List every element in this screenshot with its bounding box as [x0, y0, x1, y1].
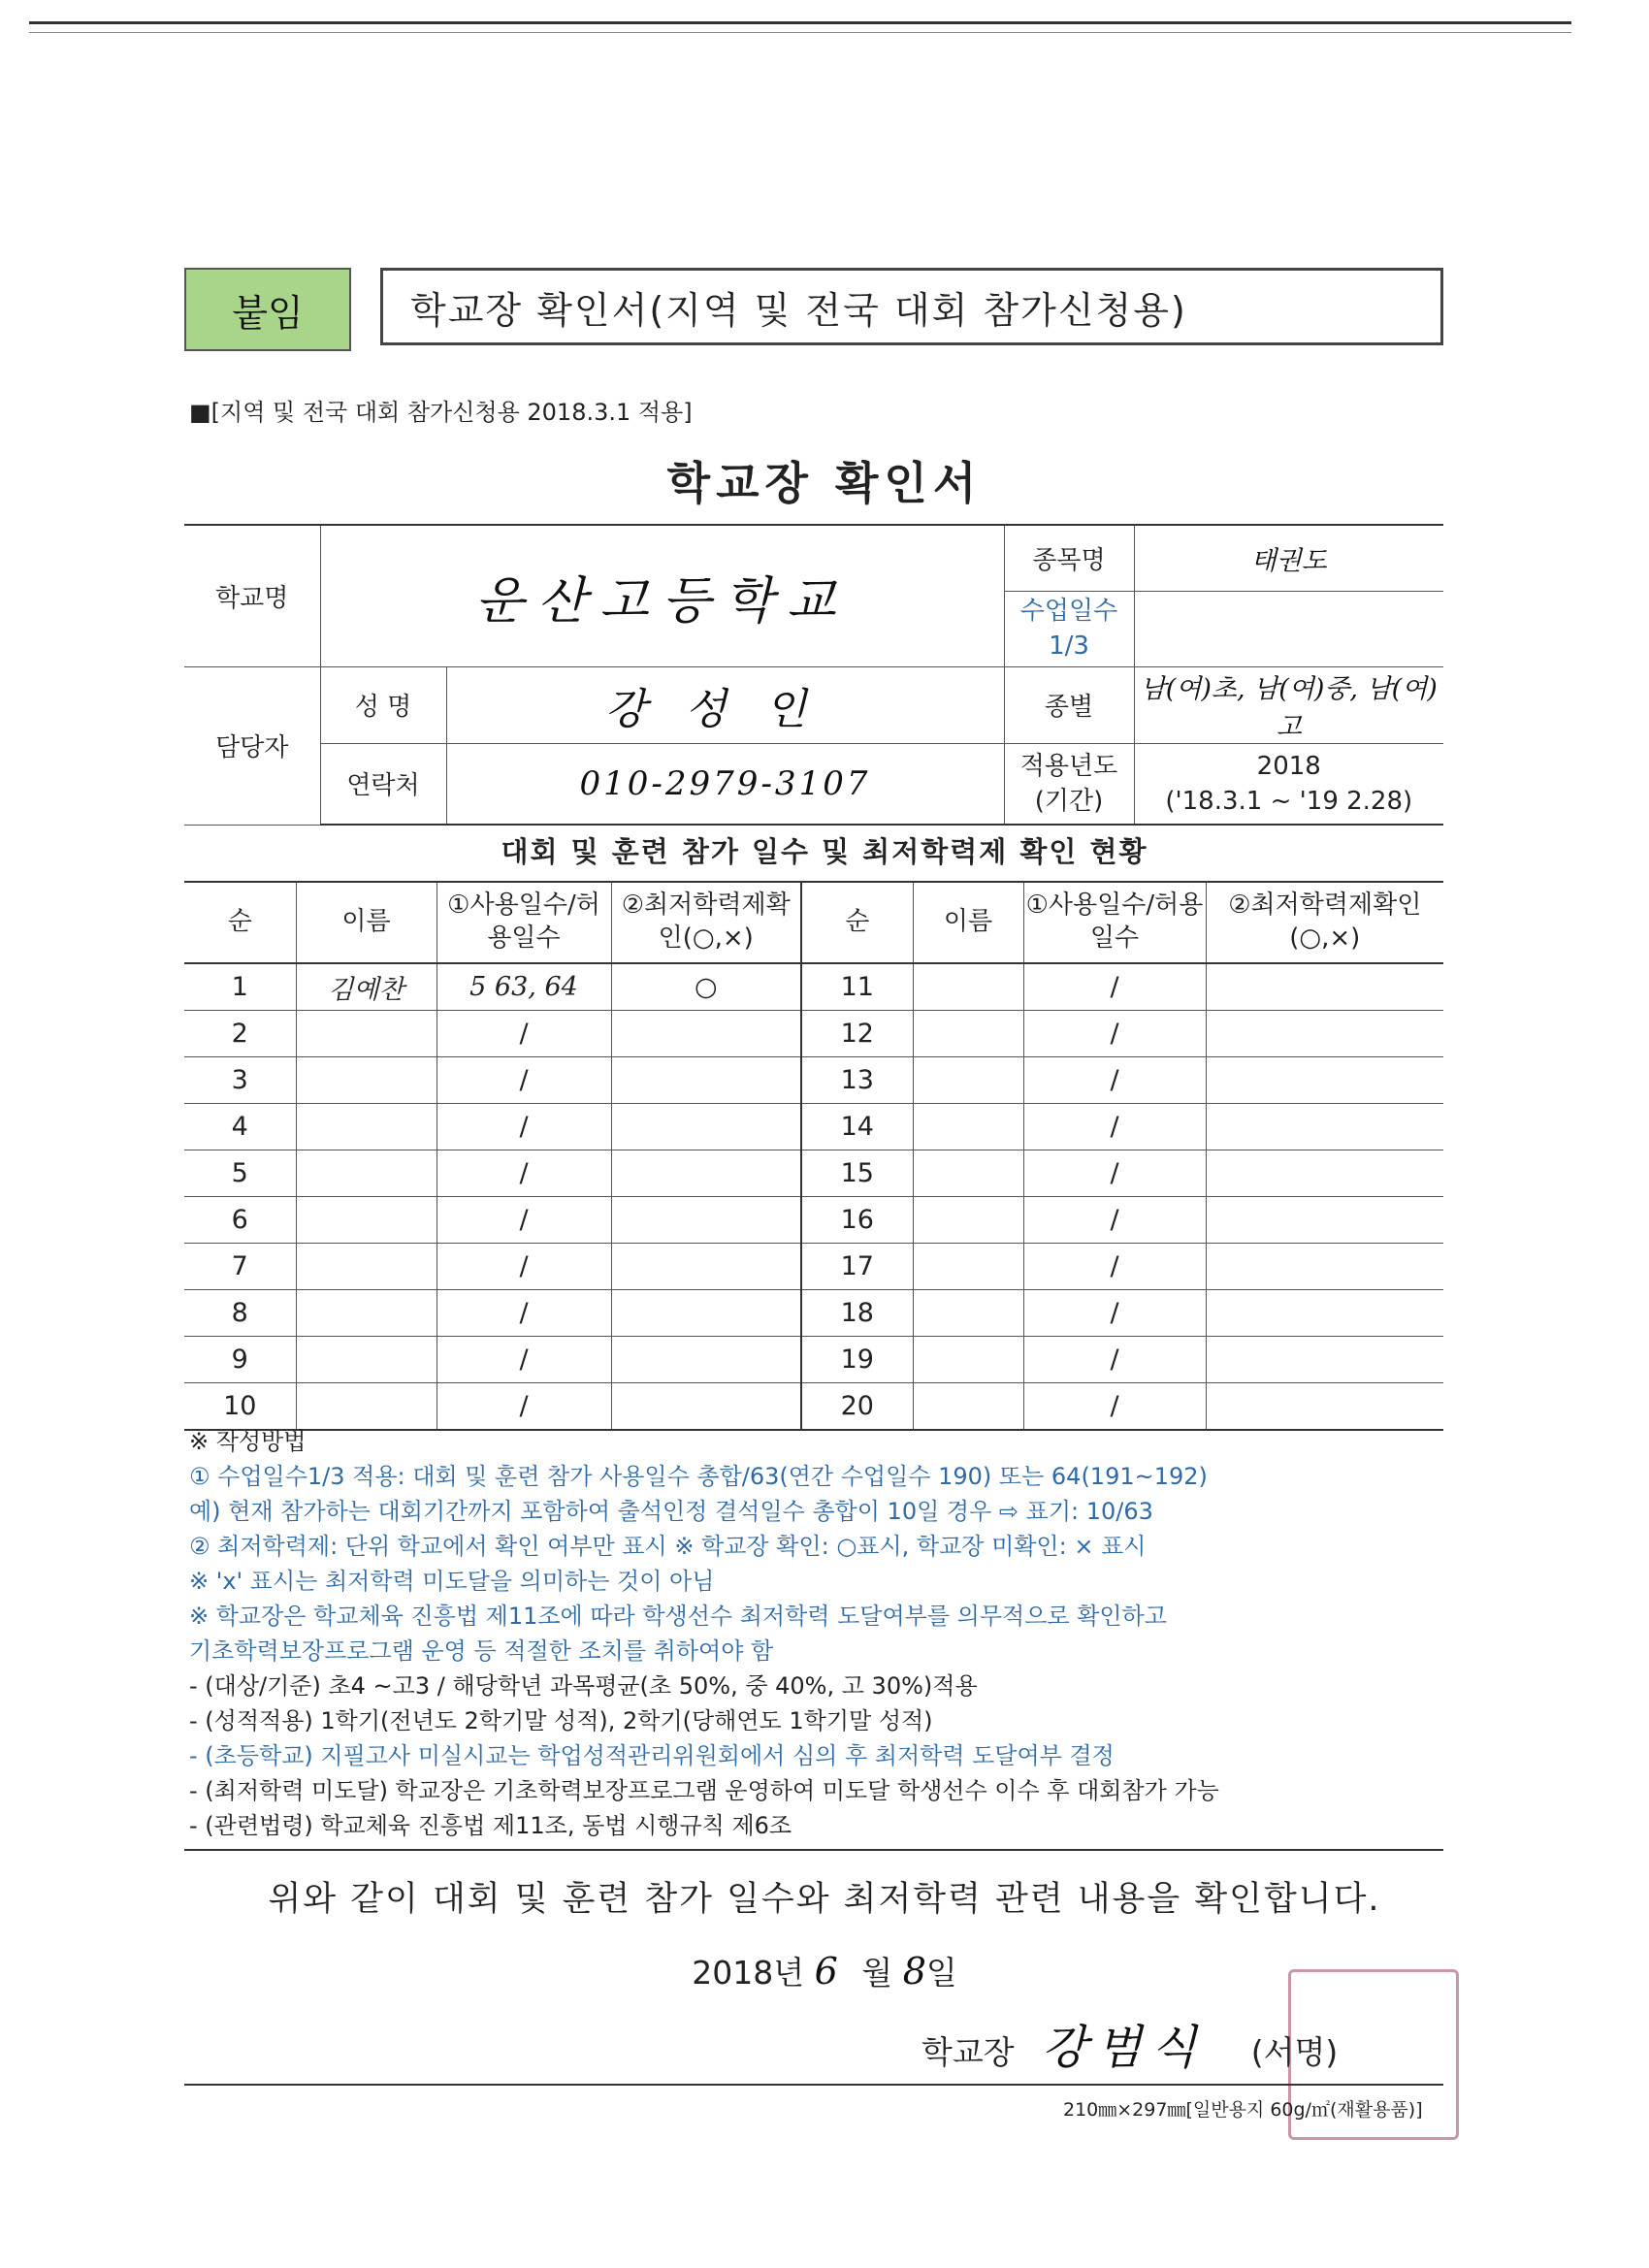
row-days: /: [1023, 1383, 1206, 1431]
divider: [184, 1849, 1443, 1851]
class-days-ratio: 1/3: [1049, 632, 1089, 661]
date-month: 6: [814, 1950, 838, 1993]
principal-signature: [922, 2010, 1338, 2077]
date-month-unit: 월: [861, 1954, 893, 1992]
row-name: [296, 1150, 436, 1197]
bottom-divider: [184, 2084, 1443, 2086]
category-label: 종별: [1004, 666, 1134, 743]
attachment-label: 붙임: [184, 268, 351, 351]
instruction-line: - (최저학력 미도달) 학교장은 기초학력보장프로그램 운영하여 미도달 학생선수 이수 후 대회참가 가능: [189, 1777, 1219, 1804]
table-row: [184, 1337, 1443, 1383]
row-check: [611, 1057, 801, 1104]
row-days: 5 63, 64: [436, 963, 611, 1011]
row-check: [611, 1197, 801, 1244]
period-label: (기간): [1034, 786, 1104, 816]
row-days: /: [1023, 963, 1206, 1011]
top-border-line-thin: [29, 32, 1571, 33]
table-row: [184, 1104, 1443, 1150]
class-days-empty: [1134, 591, 1443, 666]
col-header-name: 이름: [296, 882, 436, 963]
row-check: [1206, 1337, 1443, 1383]
row-no: 10: [184, 1383, 296, 1431]
paper-spec-footer: 210㎜×297㎜[일반용지 60g/㎡(재활용품)]: [1063, 2099, 1423, 2121]
row-no: 12: [801, 1011, 913, 1057]
row-check: ○: [611, 963, 801, 1011]
row-no: 14: [801, 1104, 913, 1150]
row-name: [296, 1383, 436, 1431]
row-name: 김예찬: [296, 963, 436, 1011]
row-no: 5: [184, 1150, 296, 1197]
row-check: [1206, 1383, 1443, 1431]
col-header-no: 순: [801, 882, 913, 963]
row-check: [1206, 1150, 1443, 1197]
row-no: 18: [801, 1290, 913, 1337]
year-value: 2018: [1256, 751, 1321, 781]
row-check: [611, 1244, 801, 1290]
table-row: [184, 1383, 1443, 1431]
instructions: [189, 1424, 1219, 1843]
row-check: [611, 1290, 801, 1337]
table-row: [184, 1290, 1443, 1337]
row-check: [1206, 1011, 1443, 1057]
row-name: [913, 1290, 1023, 1337]
period-value: ('18.3.1 ~ '19 2.28): [1165, 786, 1413, 816]
row-name: [296, 1011, 436, 1057]
application-notice: ■[지역 및 전국 대회 참가신청용 2018.3.1 적용]: [189, 399, 693, 426]
row-name: [913, 1104, 1023, 1150]
row-name: [913, 1011, 1023, 1057]
row-check: [611, 1150, 801, 1197]
row-no: 11: [801, 963, 913, 1011]
row-days: /: [1023, 1244, 1206, 1290]
date-year: 2018년: [692, 1954, 805, 1992]
row-no: 15: [801, 1150, 913, 1197]
col-header-name: 이름: [913, 882, 1023, 963]
row-name: [913, 1150, 1023, 1197]
table-row: [184, 1011, 1443, 1057]
row-name: [296, 1244, 436, 1290]
row-days: /: [436, 1197, 611, 1244]
document-title: 학교장 확인서: [666, 457, 983, 509]
name-label: 성 명: [320, 666, 446, 743]
table-row: [184, 1057, 1443, 1104]
col-header-days: ①사용일수/허용일수: [436, 882, 611, 963]
instruction-line: ① 수업일수1/3 적용: 대회 및 훈련 참가 사용일수 총합/63(연간 수업일수 190) 또는 64(191~192): [189, 1463, 1208, 1490]
row-name: [296, 1057, 436, 1104]
row-check: [1206, 1057, 1443, 1104]
row-check: [1206, 1290, 1443, 1337]
row-check: [611, 1383, 801, 1431]
row-name: [913, 963, 1023, 1011]
row-no: 13: [801, 1057, 913, 1104]
row-days: /: [1023, 1337, 1206, 1383]
school-info-table: [184, 524, 1443, 826]
row-days: /: [436, 1104, 611, 1150]
row-days: /: [436, 1057, 611, 1104]
row-days: /: [1023, 1197, 1206, 1244]
row-check: [1206, 1197, 1443, 1244]
sport-label: 종목명: [1004, 525, 1134, 591]
instructions-heading: ※ 작성방법: [189, 1428, 307, 1455]
row-no: 9: [184, 1337, 296, 1383]
instruction-line: ※ 학교장은 학교체육 진흥법 제11조에 따라 학생선수 최저학력 도달여부를 의무적으로 확인하고: [189, 1603, 1167, 1630]
row-name: [913, 1337, 1023, 1383]
sign-label: (서명): [1250, 2033, 1339, 2071]
category-value: 남(여)초, 남(여)중, 남(여)고: [1134, 666, 1443, 743]
row-no: 16: [801, 1197, 913, 1244]
table-row: [184, 1150, 1443, 1197]
row-name: [913, 1057, 1023, 1104]
instruction-line: 기초학력보장프로그램 운영 등 적절한 조치를 취하여야 함: [189, 1637, 774, 1665]
row-no: 4: [184, 1104, 296, 1150]
sport-value: 태권도: [1134, 525, 1443, 591]
section-title: 대회 및 훈련 참가 일수 및 최저학력제 확인 현황: [501, 835, 1148, 868]
row-name: [296, 1197, 436, 1244]
table-row: [184, 1197, 1443, 1244]
row-check: [1206, 1244, 1443, 1290]
row-no: 6: [184, 1197, 296, 1244]
year-label: 적용년도: [1019, 751, 1118, 781]
row-no: 17: [801, 1244, 913, 1290]
row-no: 20: [801, 1383, 913, 1431]
school-name-value: 운산고등학교: [320, 525, 1004, 666]
row-days: /: [436, 1290, 611, 1337]
row-days: /: [436, 1011, 611, 1057]
col-header-no: 순: [184, 882, 296, 963]
col-header-days: ①사용일수/허용일수: [1023, 882, 1206, 963]
row-check: [611, 1011, 801, 1057]
instruction-line: - (초등학교) 지필고사 미실시교는 학업성적관리위원회에서 심의 후 최저학력 도달여부 결정: [189, 1742, 1115, 1769]
row-name: [296, 1290, 436, 1337]
date-day-unit: 일: [925, 1954, 957, 1992]
row-days: /: [436, 1337, 611, 1383]
row-days: /: [436, 1383, 611, 1431]
row-no: 2: [184, 1011, 296, 1057]
class-days-label: 수업일수: [1019, 597, 1118, 626]
row-no: 19: [801, 1337, 913, 1383]
top-border-line: [29, 21, 1571, 24]
row-days: /: [436, 1150, 611, 1197]
row-check: [611, 1337, 801, 1383]
instruction-line: - (성적적용) 1학기(전년도 2학기말 성적), 2학기(당해연도 1학기말 성적): [189, 1707, 933, 1734]
row-name: [913, 1197, 1023, 1244]
row-days: /: [1023, 1104, 1206, 1150]
row-days: /: [1023, 1150, 1206, 1197]
row-days: /: [1023, 1057, 1206, 1104]
row-check: [611, 1104, 801, 1150]
manager-name-value: 강성인: [446, 666, 1004, 743]
row-days: /: [1023, 1011, 1206, 1057]
instruction-line: 예) 현재 참가하는 대회기간까지 포함하여 출석인정 결석일수 총합이 10일 경우 ⇨ 표기: 10/63: [189, 1498, 1153, 1525]
table-row: [184, 1244, 1443, 1290]
row-days: /: [1023, 1290, 1206, 1337]
principal-name: 강범식: [1042, 2021, 1207, 2075]
instruction-line: ※ 'x' 표시는 최저학력 미도달을 의미하는 것이 아님: [189, 1568, 715, 1595]
row-no: 3: [184, 1057, 296, 1104]
row-no: 1: [184, 963, 296, 1011]
row-check: [1206, 1104, 1443, 1150]
principal-label: 학교장: [922, 2033, 1015, 2071]
col-header-check: ②최저학력제확인(○,×): [611, 882, 801, 963]
col-header-check: ②최저학력제확인(○,×): [1206, 882, 1443, 963]
row-name: [296, 1104, 436, 1150]
attachment-title: 학교장 확인서(지역 및 전국 대회 참가신청용): [380, 268, 1443, 345]
instruction-line: ② 최저학력제: 단위 학교에서 확인 여부만 표시 ※ 학교장 확인: ○표시, 학교장 미확인: × 표시: [189, 1533, 1147, 1560]
school-name-label: 학교명: [184, 525, 320, 666]
row-name: [913, 1383, 1023, 1431]
contact-value: 010-2979-3107: [446, 743, 1004, 825]
date-day: 8: [902, 1950, 926, 1993]
confirmation-statement: 위와 같이 대회 및 훈련 참가 일수와 최저학력 관련 내용을 확인합니다.: [268, 1880, 1381, 1919]
row-no: 8: [184, 1290, 296, 1337]
row-name: [913, 1244, 1023, 1290]
contact-label: 연락처: [320, 743, 446, 825]
participation-table: [184, 881, 1443, 1431]
row-days: /: [436, 1244, 611, 1290]
row-check: [1206, 963, 1443, 1011]
row-no: 7: [184, 1244, 296, 1290]
instruction-line: - (관련법령) 학교체육 진흥법 제11조, 동법 시행규칙 제6조: [189, 1812, 792, 1839]
instruction-line: - (대상/기준) 초4 ~고3 / 해당학년 과목평균(초 50%, 중 40%, 고 30%)적용: [189, 1672, 978, 1700]
table-row: [184, 963, 1443, 1011]
manager-label: 담당자: [184, 666, 320, 825]
row-name: [296, 1337, 436, 1383]
